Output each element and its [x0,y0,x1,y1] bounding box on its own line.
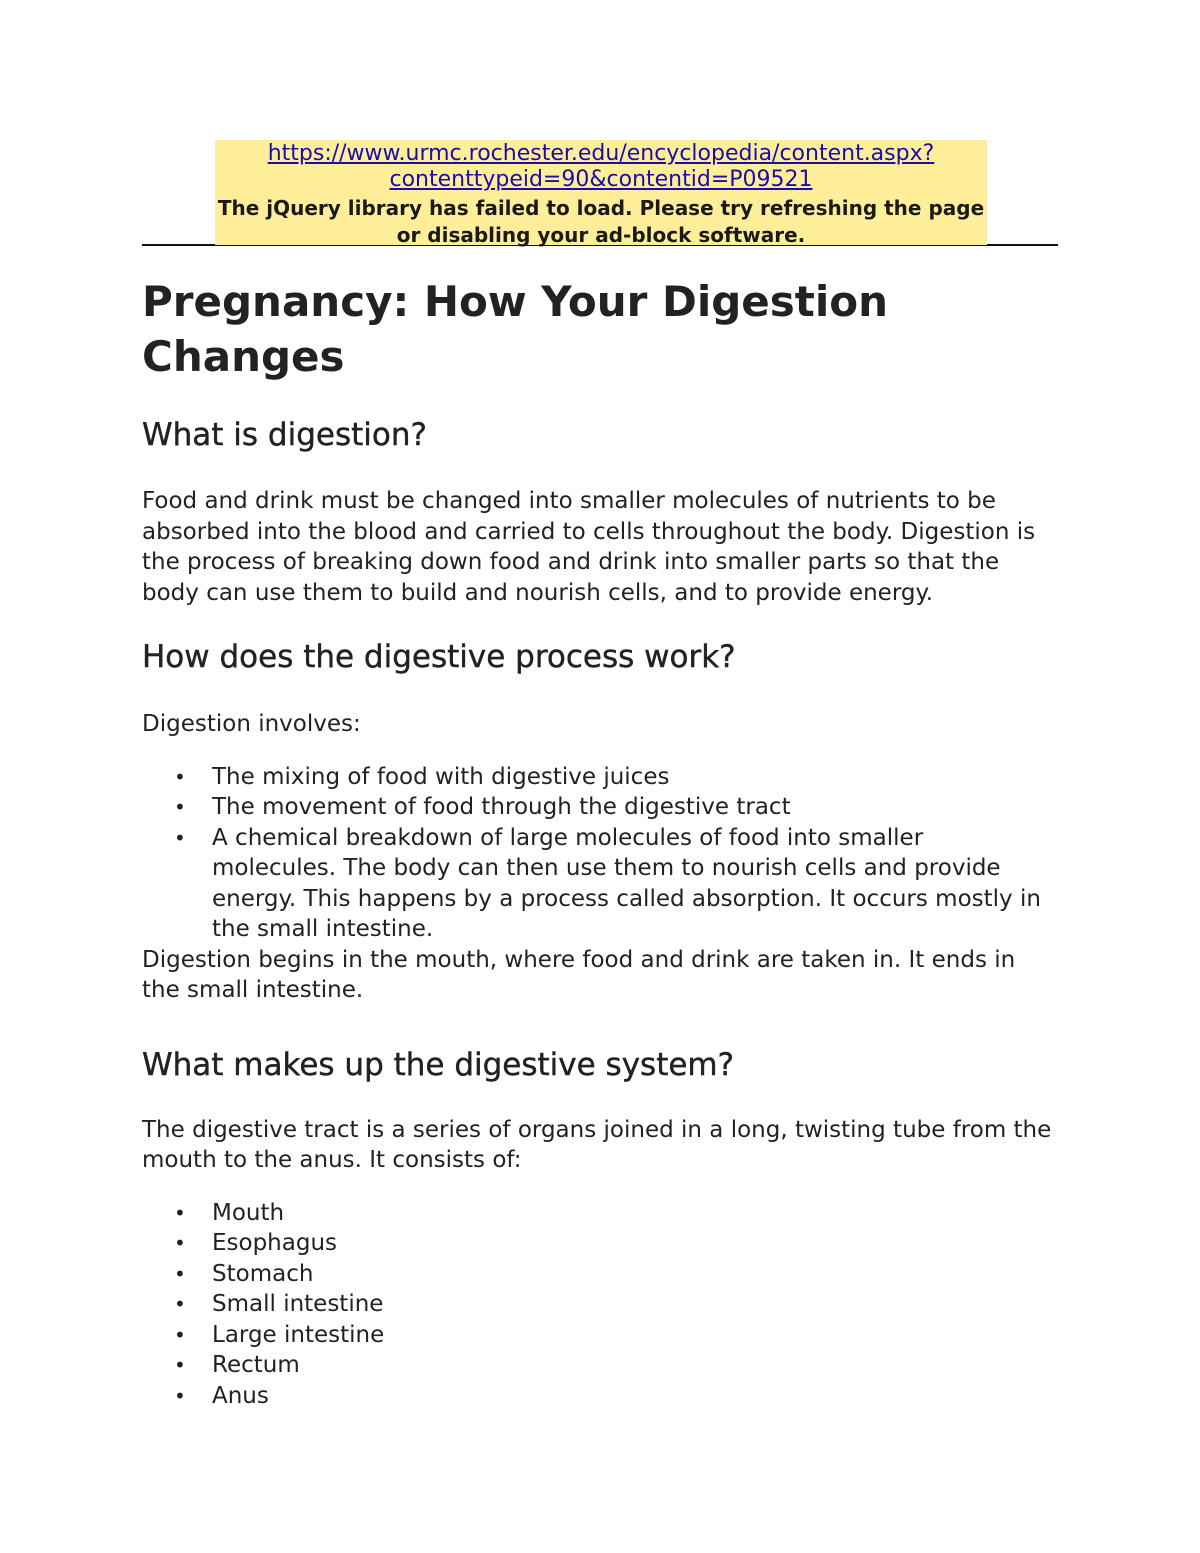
text-line: The digestive tract is a series of organs joined in a long, twisting tube from the [142,1116,1052,1143]
section-paragraph [142,945,1058,1006]
list-item [142,1289,1058,1320]
list-item-text: Mouth [212,1199,285,1226]
list-item-text: Large intestine [212,1321,385,1348]
list-item [142,1350,1058,1381]
list-item-text: Small intestine [212,1291,384,1317]
error-message [215,195,987,249]
page-title-line-1: Pregnancy: How Your Digestion [142,277,888,326]
text-line: Digestion begins in the mouth, where food and drink are taken in. It ends in [142,946,1016,973]
text-line: body can use them to build and nourish cells, and to provide energy. [142,579,934,606]
list-item [142,792,1058,823]
bullet-icon: • [174,1292,186,1316]
section-heading-digestive-system: What makes up the digestive system? [142,1046,735,1083]
list-item-text: molecules. The body can then use them to nourish cells and provide [212,855,1001,881]
organ-list [142,1198,1058,1412]
list-item [142,1198,1058,1229]
error-message-line-1: The jQuery library has failed to load. Please try refreshing the page [217,196,985,220]
section-intro: Digestion involves: [142,711,361,737]
bullet-icon: • [174,1231,186,1255]
bullet-icon: • [174,764,186,789]
list-item-text: energy. This happens by a process called absorption. It occurs mostly in [212,885,1041,912]
bullet-icon: • [174,825,186,850]
list-item-text: The movement of food through the digestive tract [212,794,791,820]
section-paragraph [142,486,1058,608]
text-line: Food and drink must be changed into smaller molecules of nutrients to be [142,488,996,514]
bullet-icon: • [174,1261,186,1286]
text-line: the small intestine. [142,977,364,1003]
jquery-error-notice [215,140,987,245]
section-heading-what-is-digestion: What is digestion? [142,417,427,453]
bullet-icon: • [174,1383,186,1408]
process-list [142,762,1058,945]
list-item-text: Stomach [212,1260,314,1287]
list-item-text: the small intestine. [212,916,434,942]
list-item [142,1320,1058,1351]
list-item-text: A chemical breakdown of large molecules of food into smaller [212,824,924,851]
text-line: the process of breaking down food and drink into smaller parts so that the [142,549,1000,575]
list-item [142,1259,1058,1290]
section-heading-digestive-process: How does the digestive process work? [142,639,736,675]
text-line: mouth to the anus. It consists of: [142,1147,522,1173]
list-item-text: Rectum [212,1352,300,1378]
source-url-link[interactable] [215,141,987,193]
text-line: absorbed into the blood and carried to cells throughout the body. Digestion is [142,518,1036,545]
bullet-icon: • [174,1200,186,1225]
list-item [142,1381,1058,1412]
source-url-line-1: https://www.urmc.rochester.edu/encyclopedia/content.aspx? [267,141,935,166]
error-message-line-2: or disabling your ad-block software. [396,223,806,247]
list-item-text: The mixing of food with digestive juices [212,763,670,790]
list-item-text: Anus [212,1382,269,1409]
list-item-text: Esophagus [212,1230,338,1256]
page-title [142,274,1058,384]
list-item [142,823,1058,945]
page-title-line-2: Changes [142,332,345,381]
bullet-icon: • [174,1353,186,1377]
source-url-line-2: contenttypeid=90&contentid=P09521 [389,167,813,192]
section-paragraph [142,1115,1058,1176]
document-page [142,140,1058,1411]
bullet-icon: • [174,1322,186,1347]
bullet-icon: • [174,795,186,819]
list-item [142,1228,1058,1259]
list-item [142,762,1058,793]
